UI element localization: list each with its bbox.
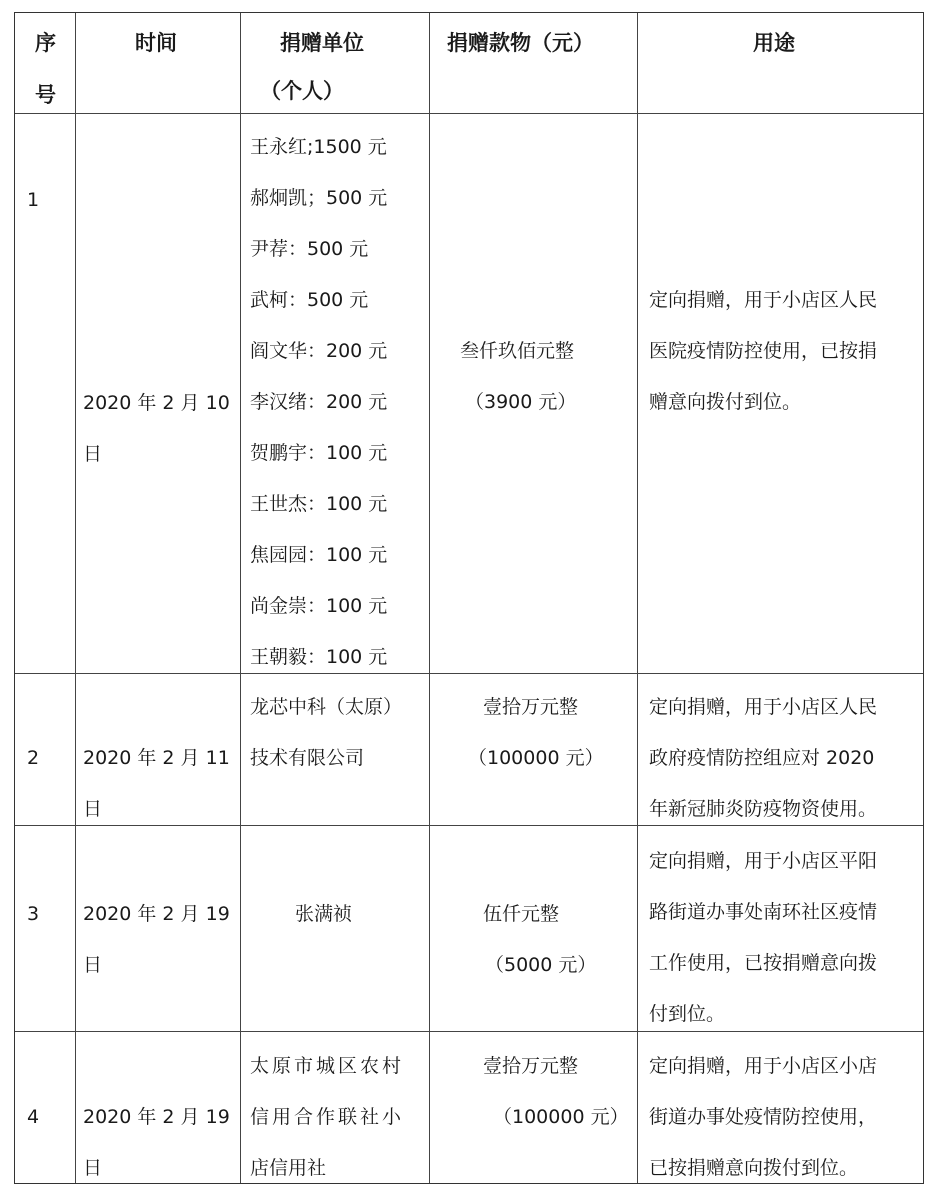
row-divider <box>15 1031 923 1032</box>
row1-purpose: 定向捐赠，用于小店区人民 <box>649 289 878 311</box>
row-divider <box>15 673 923 674</box>
row1-donor: 王朝毅：100 元 <box>250 646 388 668</box>
header-seq-line2: 号 <box>35 83 56 107</box>
row1-purpose: 赠意向拨付到位。 <box>649 391 802 413</box>
row2-purpose: 政府疫情防控组应对 2020 <box>649 747 875 769</box>
column-divider <box>240 13 241 1183</box>
column-divider <box>75 13 76 1183</box>
row1-amount-line1: 叁仟玖佰元整 <box>460 340 575 362</box>
column-divider <box>637 13 638 1183</box>
row3-date-line2: 日 <box>83 954 103 976</box>
header-time: 时间 <box>135 31 177 55</box>
row4-donor: 店信用社 <box>250 1157 327 1179</box>
row1-donor: 焦园园：100 元 <box>250 544 388 566</box>
row4-amount-line1: 壹拾万元整 <box>483 1055 579 1077</box>
row4-date-line1: 2020 年 2 月 19 <box>83 1106 230 1128</box>
row4-date-line2: 日 <box>83 1157 103 1179</box>
row1-donor: 王永红;1500 元 <box>250 136 387 158</box>
row2-amount-line1: 壹拾万元整 <box>483 696 579 718</box>
row-divider <box>15 113 923 114</box>
row1-donor: 贺鹏宇：100 元 <box>250 442 388 464</box>
row1-date-line1: 2020 年 2 月 10 <box>83 392 230 414</box>
row4-purpose: 街道办事处疫情防控使用， <box>649 1106 878 1128</box>
row1-donor: 尚金崇：100 元 <box>250 595 388 617</box>
row3-date-line1: 2020 年 2 月 19 <box>83 903 230 925</box>
row3-donor: 张满祯 <box>295 903 353 925</box>
row4-purpose: 已按捐赠意向拨付到位。 <box>649 1157 859 1179</box>
row-divider <box>15 825 923 826</box>
row1-donor: 武柯：500 元 <box>250 289 369 311</box>
header-amount: 捐赠款物（元） <box>447 31 594 55</box>
row2-donor: 龙芯中科（太原） <box>250 696 403 718</box>
row2-donor: 技术有限公司 <box>250 747 365 769</box>
row2-purpose: 定向捐赠，用于小店区人民 <box>649 696 878 718</box>
row1-amount-line2: （3900 元） <box>465 391 577 413</box>
row2-seq: 2 <box>27 747 40 769</box>
column-divider <box>429 13 430 1183</box>
row4-donor: 太原市城区农村 <box>250 1055 405 1077</box>
row1-date-line2: 日 <box>83 443 103 465</box>
header-donor-line2: （个人） <box>260 79 344 103</box>
row2-date-line2: 日 <box>83 798 103 820</box>
row3-amount-line1: 伍仟元整 <box>483 903 560 925</box>
header-purpose: 用途 <box>753 31 795 55</box>
row2-amount-line2: （100000 元） <box>468 747 604 769</box>
row3-purpose: 工作使用，已按捐赠意向拨 <box>649 952 878 974</box>
row1-donor: 尹荐：500 元 <box>250 238 369 260</box>
donation-table <box>14 12 924 1184</box>
row3-purpose: 付到位。 <box>649 1003 726 1025</box>
row2-date-line1: 2020 年 2 月 11 <box>83 747 230 769</box>
row4-donor: 信用合作联社小 <box>250 1106 405 1128</box>
row3-seq: 3 <box>27 903 40 925</box>
row2-purpose: 年新冠肺炎防疫物资使用。 <box>649 798 878 820</box>
row4-amount-line2: （100000 元） <box>493 1106 629 1128</box>
row1-donor: 郝炯凯；500 元 <box>250 187 388 209</box>
row1-donor: 李汉绪：200 元 <box>250 391 388 413</box>
row3-purpose: 定向捐赠，用于小店区平阳 <box>649 850 878 872</box>
row4-purpose: 定向捐赠，用于小店区小店 <box>649 1055 878 1077</box>
row1-donor: 阎文华：200 元 <box>250 340 388 362</box>
header-seq-line1: 序 <box>35 31 56 55</box>
row3-purpose: 路街道办事处南环社区疫情 <box>649 901 878 923</box>
row3-amount-line2: （5000 元） <box>485 954 597 976</box>
row4-seq: 4 <box>27 1106 40 1128</box>
row1-donor: 王世杰：100 元 <box>250 493 388 515</box>
row1-seq: 1 <box>27 189 40 211</box>
header-donor-line1: 捐赠单位 <box>280 31 364 55</box>
row1-purpose: 医院疫情防控使用，已按捐 <box>649 340 878 362</box>
